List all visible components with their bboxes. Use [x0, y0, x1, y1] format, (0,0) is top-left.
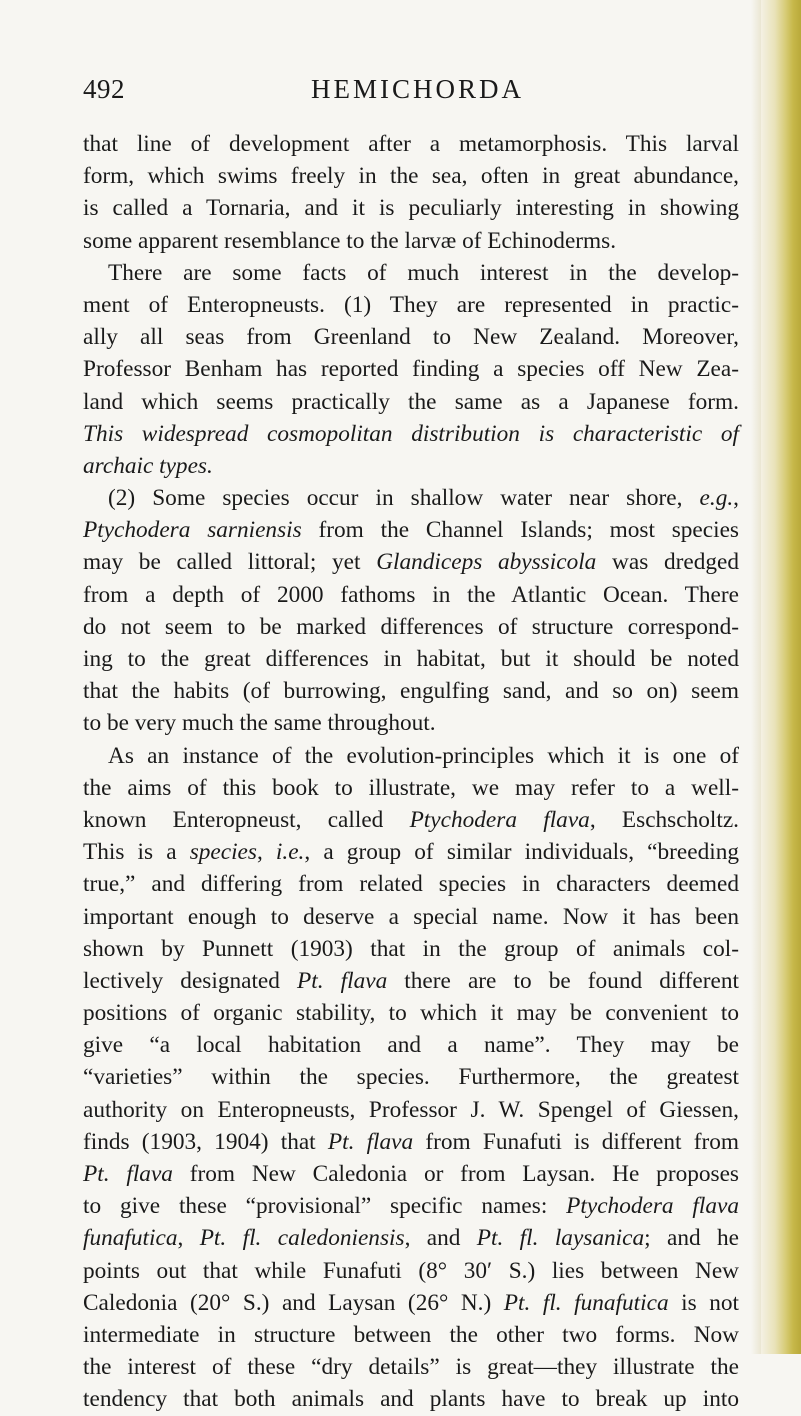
text-line [83, 1319, 739, 1351]
text-segment: that line of development after a metamorphosis. This larval [83, 131, 739, 157]
text-line [83, 1126, 739, 1158]
text-line [83, 836, 739, 868]
text-segment: do not seem to be marked differences of structure correspond- [83, 613, 739, 640]
text-segment: “varieties” within the species. Furthermore, the greatest [83, 1064, 739, 1091]
text-line [83, 868, 739, 900]
italic-text-segment: Glandiceps abyssicola [376, 549, 597, 576]
text-segment: to give these “provisional” specific names: [83, 1193, 567, 1220]
text-segment: may be called littoral; yet [83, 549, 377, 576]
text-segment: , [733, 485, 739, 512]
italic-text-segment: e.g. [699, 485, 734, 512]
running-header [83, 74, 733, 114]
text-line [83, 257, 739, 289]
text-line [83, 579, 739, 611]
text-line [83, 643, 739, 675]
text-line [83, 546, 739, 578]
text-line [83, 965, 739, 997]
text-segment: the interest of these “dry details” is great—they illustrate the [83, 1354, 739, 1381]
text-line [83, 418, 739, 450]
text-line [83, 1061, 739, 1093]
text-segment: from the Channel Islands; most species [301, 517, 739, 544]
body-text [83, 128, 739, 1416]
text-line [83, 289, 739, 321]
italic-text-segment: Ptychodera sarniensis [83, 517, 302, 544]
text-segment: land which seems practically the same as a Japanese form. [83, 388, 739, 415]
text-line [83, 901, 739, 933]
text-line [83, 707, 739, 739]
text-segment: positions of organic stability, to which it may be convenient to [83, 1000, 739, 1027]
text-segment: ; and he [644, 1225, 739, 1252]
text-line [83, 321, 739, 353]
italic-text-segment: species [189, 839, 257, 866]
text-segment: ment of Enteropneusts. (1) They are represented in practic- [83, 291, 739, 318]
text-line [83, 1351, 739, 1383]
text-segment: form, which swims freely in the sea, often in great abundance, [83, 163, 739, 190]
text-segment: As an instance of the evolution-principles which it is one of [108, 742, 739, 769]
text-segment: , [177, 1225, 200, 1252]
text-segment: is called a Tornaria, and it is peculiarly interesting in showing [83, 195, 739, 222]
text-line [83, 675, 739, 707]
text-line [83, 192, 739, 224]
italic-text-segment: Pt. fl. caledoniensis [199, 1225, 405, 1252]
text-line [83, 1029, 739, 1061]
text-segment: , Eschscholtz. [589, 806, 739, 833]
text-line [83, 611, 739, 643]
italic-text-segment: Ptychodera flava [566, 1193, 739, 1220]
text-line [83, 772, 739, 804]
text-line [83, 1190, 739, 1222]
page-number: 492 [83, 74, 125, 104]
text-line [83, 353, 739, 385]
text-line [83, 933, 739, 965]
text-segment: important enough to deserve a special name. Now it has been [83, 903, 739, 930]
text-segment: This is a [83, 839, 190, 866]
text-line [83, 1255, 739, 1287]
text-segment: shown by Punnett (1903) that in the group of animals col- [83, 935, 739, 962]
text-segment: from New Caledonia or from Laysan. He proposes [172, 1161, 739, 1187]
italic-text-segment: This widespread cosmopolitan distribution is characteristic of [83, 420, 739, 447]
text-segment: points out that while Funafuti (8° 30′ S.) lies between New [83, 1257, 739, 1284]
text-segment: known Enteropneust, called [83, 806, 410, 833]
text-segment: intermediate in structure between the other two forms. Now [83, 1321, 739, 1348]
running-title: HEMICHORDA [311, 74, 525, 104]
italic-text-segment: funafutica [83, 1225, 178, 1252]
text-line [83, 740, 739, 772]
italic-text-segment: archaic types. [83, 452, 213, 479]
text-line [83, 450, 739, 482]
text-line [83, 1158, 739, 1190]
text-segment: , a group of similar individuals, “breeding [304, 839, 739, 866]
text-line [83, 482, 739, 514]
text-segment: , [256, 839, 276, 866]
text-line [83, 1287, 739, 1319]
text-segment: ally all seas from Greenland to New Zealand. Moreover, [83, 324, 739, 351]
text-segment: true,” and differing from related species in characters deemed [83, 871, 739, 898]
italic-text-segment: Pt. fl. laysanica [476, 1225, 645, 1252]
text-segment: was dredged [596, 549, 739, 576]
text-segment: Caledonia (20° S.) and Laysan (26° N.) [83, 1289, 504, 1316]
text-segment: from Funafuti is different from [413, 1128, 739, 1155]
text-segment: is not [668, 1289, 739, 1316]
text-line [83, 514, 739, 546]
text-segment: , and [404, 1225, 477, 1252]
text-segment: give “a local habitation and a name”. They may be [83, 1032, 739, 1059]
italic-text-segment: Pt. flava [83, 1161, 173, 1187]
text-line [83, 160, 739, 192]
text-segment: finds (1903, 1904) that [83, 1128, 328, 1155]
text-segment: some apparent resemblance to the larvæ of Echinoderms. [83, 227, 617, 254]
text-segment: (2) Some species occur in shallow water near shore, [108, 485, 700, 512]
italic-text-segment: i.e. [275, 839, 305, 866]
page-edge [761, 0, 801, 1354]
text-segment: Professor Benham has reported finding a species off New Zea- [83, 356, 739, 383]
text-line [83, 225, 739, 257]
text-segment: there are to be found different [387, 967, 739, 994]
text-segment: tendency that both animals and plants have to break up into [83, 1386, 739, 1413]
text-line [83, 804, 739, 836]
text-line [83, 997, 739, 1029]
text-segment: from a depth of 2000 fathoms in the Atlantic Ocean. There [83, 581, 739, 608]
text-line [83, 386, 739, 418]
text-segment: authority on Enteropneusts, Professor J. W. Spengel of Giessen, [83, 1096, 739, 1123]
text-segment: lectively designated [83, 967, 298, 994]
page-shadow [751, 0, 761, 1354]
italic-text-segment: Pt. flava [327, 1128, 414, 1155]
text-segment: There are some facts of much interest in the develop- [108, 259, 739, 286]
italic-text-segment: Ptychodera flava [409, 806, 590, 833]
text-line [83, 1383, 739, 1415]
italic-text-segment: Pt. fl. funafutica [503, 1289, 669, 1316]
text-line [83, 1222, 739, 1254]
text-segment: to be very much the same throughout. [83, 710, 436, 737]
italic-text-segment: Pt. flava [297, 967, 388, 994]
text-segment: the aims of this book to illustrate, we may refer to a well- [83, 774, 739, 801]
text-line [83, 1094, 739, 1126]
text-segment: that the habits (of burrowing, engulfing sand, and so on) seem [83, 678, 739, 705]
text-line [83, 128, 739, 160]
text-segment: ing to the great differences in habitat, but it should be noted [83, 646, 739, 672]
